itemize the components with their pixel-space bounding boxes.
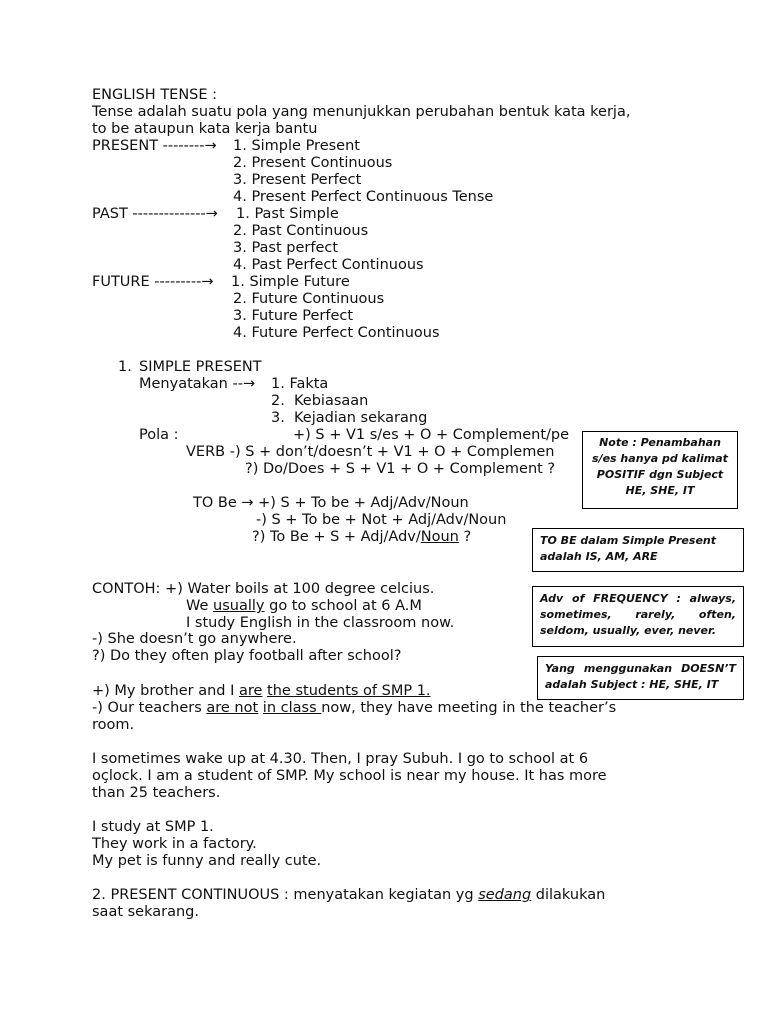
note-box-to-be: TO BE dalam Simple Present adalah IS, AM, ARE [532,528,744,572]
list-item: Kejadian sekarang [294,410,428,426]
note-box-adv-frequency: Adv of FREQUENCY : always, sometimes, rarely, often, seldom, usually, ever, never. [532,586,744,647]
list-item: 2. Past Continuous [233,223,369,239]
list-item: 1. Simple Future [231,274,350,290]
list-item: 3. Future Perfect [233,308,354,324]
list-item-number: 2. [271,393,285,409]
example-line: We usually go to school at 6 A.M [186,598,422,614]
paragraph-line: My pet is funny and really cute. [92,853,322,869]
list-item: 4. Past Perfect Continuous [233,257,424,273]
list-item: 2. Future Continuous [233,291,385,307]
list-item: 1. Past Simple [236,206,339,222]
paragraph-line: They work in a factory. [92,836,257,852]
arrow-icon: → [205,206,218,222]
list-item: 1. Fakta [271,376,329,392]
list-item: 3. Present Perfect [233,172,362,188]
list-item: 3. Past perfect [233,240,339,256]
list-item: 2. Present Continuous [233,155,393,171]
list-item: Kebiasaan [294,393,369,409]
section-title: 2. PRESENT CONTINUOUS : menyatakan kegiatan yg sedang dilakukan [92,887,606,903]
formula-positive: +) S + V1 s/es + O + Complement/pe [293,427,570,443]
paragraph-line: I sometimes wake up at 4.30. Then, I pray Subuh. I go to school at 6 [92,751,589,767]
section-number: 1. [118,359,132,375]
paragraph-line: than 25 teachers. [92,785,221,801]
example-line: +) My brother and I are the students of SMP 1. [92,683,431,699]
example-line: -) She doesn’t go anywhere. [92,631,297,647]
tobe-positive: TO Be → +) S + To be + Adj/Adv/Noun [193,495,469,511]
pola-label: Pola : [139,427,179,443]
tobe-negative: -) S + To be + Not + Adj/Adv/Noun [256,512,507,528]
section-title: SIMPLE PRESENT [139,359,262,375]
example-line: I study English in the classroom now. [186,615,455,631]
past-label: PAST --------------→ [92,206,218,222]
arrow-icon: → [204,138,217,154]
list-item: 1. Simple Present [233,138,360,154]
note-box-s-es: Note : Penambahan s/es hanya pd kalimat POSITIF dgn Subject HE, SHE, IT [582,431,738,509]
example-line: -) Our teachers are not in class now, they have meeting in the teacher’s [92,700,617,716]
intro-line: Tense adalah suatu pola yang menunjukkan perubahan bentuk kata kerja, [92,104,631,120]
note-box-doesnt: Yang menggunakan DOESN’T adalah Subject : HE, SHE, IT [537,656,744,700]
future-label: FUTURE ---------→ [92,274,214,290]
arrow-icon: → [241,495,254,511]
present-label: PRESENT --------→ [92,138,217,154]
paragraph-line: oçlock. I am a student of SMP. My school is near my house. It has more [92,768,607,784]
example-line: ?) Do they often play football after school? [92,648,402,664]
list-item: 4. Present Perfect Continuous Tense [233,189,494,205]
paragraph-line: I study at SMP 1. [92,819,214,835]
arrow-icon: → [201,274,214,290]
example-line: CONTOH: +) Water boils at 100 degree celcius. [92,581,435,597]
example-line: room. [92,717,135,733]
formula-verb-question: ?) Do/Does + S + V1 + O + Complement ? [245,461,556,477]
formula-verb-negative: VERB -) S + don’t/doesn’t + V1 + O + Complemen [186,444,555,460]
tobe-question: ?) To Be + S + Adj/Adv/Noun ? [252,529,472,545]
list-item-number: 3. [271,410,285,426]
menyatakan-label: Menyatakan --→ [139,376,256,392]
section-title: saat sekarang. [92,904,199,920]
intro-line: to be ataupun kata kerja bantu [92,121,318,137]
heading: ENGLISH TENSE : [92,87,218,103]
arrow-icon: → [242,376,256,392]
list-item: 4. Future Perfect Continuous [233,325,440,341]
